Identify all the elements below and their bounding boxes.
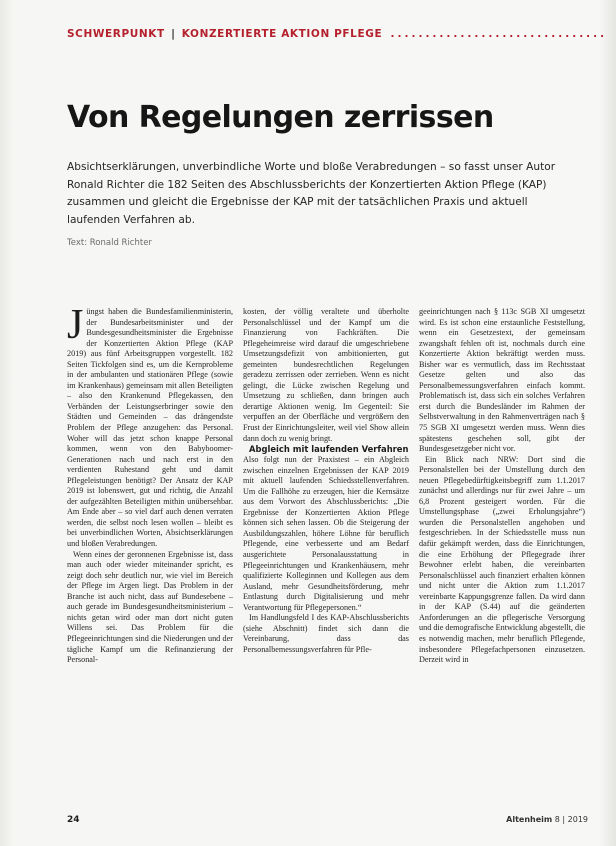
article-byline: Text: Ronald Richter (67, 238, 152, 248)
column-1-paragraph-1 (67, 302, 233, 550)
column-2-paragraph-3: Im Handlungsfeld I des KAP-Abschlussberichts (siehe Abschnitt) findet sich dann die Vereinbarung, dass das Personalbemessungsverfahren für Pfle- (243, 613, 409, 654)
rubric-section: SCHWERPUNKT (67, 28, 165, 40)
rubric-dots: ............................... (390, 28, 607, 40)
column-1-paragraph-2: Wenn eines der geronnenen Ergebnisse ist, dass man auch oder wieder miteinander spricht, es zeigt doch sehr deutlich nur, wie viel im Bereich der Pflege im Argen liegt. Das Problem in der Branche ist auch nicht, dass auf Bundesebene – auch gerade im Bundesgesundheitsministerium – nichts getan wird oder man dort nicht guten Willens sei. Das Problem für die Pflegeeinrichtungen sind die Niederungen und der tägliche Kampf um die Refinanzierung der Personal- (67, 549, 233, 665)
column-3-paragraph-1: geeinrichtungen nach § 113c SGB XI umgesetzt wird. Es ist schon eine erstaunliche Feststellung, wenn ein Gesetzestext, der gemeinsam zwangshaft fehlen oft ist, nochmals durch eine Konzertierte Aktion bekräftigt werden muss. Bisher war es vermutlich, dass im Rechtsstaat Gesetze gelten und also das Personalbemessungsverfahren einfach kommt. Problematisch ist, dass sich ein solches Verfahren erst durch die Bundesländer im Rahmen der Selbstverwaltung in den Rahmenverträgen nach § 75 SGB XI umgesetzt werden muss. Wenn dies spätestens geschehen soll, gibt der Bundesgesetzgeber nicht vor. (419, 307, 585, 454)
text-column-1 (67, 302, 233, 666)
column-1-paragraph-1-text: üngst haben die Bundesfamilienministerin, der Bundesarbeitsminister und der Bundesgesundheitsminister die Ergebnisse der Konzertierten Aktion Pflege (KAP 2019) aus fünf Arbeitsgruppen vorgestellt. 182 Seiten Tickfolgen sind es, um die Kernprobleme in der ambulanten und stationären Pflege (sowie im Krankenhaus) gemeinsam mit allen Beteiligten – also den Krankenund Pflegekassen, den Verbänden der Leistungserbringer sowie den Städten und Gemeinden – das drängendste Problem der Pflege anzugehen: das Personal. Woher will das jetzt schon knappe Personal kommen, wenn von den Babyboomer-Generationen nach und nach erst in den verdienten Ruhestand geht und damit Pflegeleistungen benötigt? Der Ansatz der KAP 2019 ist lobenswert, gut und richtig, die Anzahl der aufgezählten Beteiligten mithin unübersehbar. Am Ende aber – so viel darf auch denen verraten werden, die selbst noch lesen wollen – bleibt es bei unverbindlichen Worten, Absichtserklärungen und bloßen Verabredungen. (67, 307, 233, 549)
column-2-paragraph-2: Also folgt nun der Praxistest – ein Abgleich zwischen einzelnen Ergebnissen der KAP 2019 mit aktuell laufenden Schiedsstellenverfahren. Um die Fallhöhe zu erzeugen, hier die Kernsätze aus dem Vorwort des Abschlussberichts: „Die Ergebnisse der Konzertierten Aktion Pflege können sich sehen lassen. Ob die Steigerung der Ausbildungszahlen, höhere Löhne für beruflich Pflegende, eine verbesserte und am Bedarf ausgerichtete Personalausstattung in Pflegeeinrichtungen und Krankenhäusern, mehr qualifizierte Kolleginnen und Kollegen aus dem Ausland, mehr Gesundheitsförderung, mehr Entlastung durch Digitalisierung und mehr Verantwortung für Pflegepersonen.“ (243, 455, 409, 612)
magazine-footer (506, 815, 588, 824)
column-3-paragraph-2: Ein Blick nach NRW: Dort sind die Personalstellen bei der Umstellung durch den neuen Pflegebedürftigkeitsbegriff zum 1.1.2017 zunächst und allerdings nur für zwei Jahre – um 6,8 Prozent gesteigert worden. Für die Umstellungsphase („zwei Erholungsjahre“) wurden die Personalstellen angehoben und festgeschrieben. In der Schiedsstelle muss nun dafür gekämpft werden, dass die Einrichtungen, die eine Erhöhung der Pflegegrade ihrer Bewohner erlebt haben, die vereinbarten Personalschlüssel auch finanziert erhalten können und nicht unter die Aktion zum 1.1.2017 vereinbarte Kappungsgrenze fallen. Da wird dann in der KAP (S.44) auf die geänderten Anforderungen an die pflegerische Versorgung und die demografische Entwicklung abgestellt, die es notwendig machen, mehr beruflich Pflegende, insbesondere Pflegefachpersonen einzusetzen. Derzeit wird in (419, 454, 585, 665)
text-column-2 (243, 307, 409, 656)
section-rubric (67, 28, 607, 40)
article-headline: Von Regelungen zerrissen (67, 100, 494, 135)
column-2-subheading: Abgleich mit laufenden Verfahren (249, 444, 409, 455)
text-column-3 (419, 307, 585, 666)
rubric-separator: | (171, 28, 176, 40)
drop-cap: J (67, 302, 84, 348)
magazine-name: Altenheim (506, 815, 553, 824)
page-number: 24 (67, 815, 80, 825)
article-lead: Absichtserklärungen, unverbindliche Worte und bloße Verabredungen – so fasst unser Autor Ronald Richter die 182 Seiten des Abschlussberichts der Konzertierten Aktion Pflege (KAP) zusammen und gleicht die Ergebnisse der KAP mit der tatsächlichen Praxis und aktuell laufenden Verfahren ab. (67, 161, 556, 226)
rubric-topic: KONZERTIERTE AKTION PFLEGE (181, 28, 383, 40)
column-2-paragraph-1: kosten, der völlig veraltete und überholte Personalschlüssel und der Kampf um die Finanzierung von Fachkräften. Die Pflegeheimreise wird darauf die umgeschriebene Umsetzungsdefizit von ambitionierten, gut gemeinten bundesrechtlichen Regelungen geradezu zerrissen oder zerrieben. Wenn es nicht gelingt, die Lücke zwischen Regelung und Umsetzung zu schließen, dann bringen auch derartige Aktionen wenig. Im Gegenteil: Sie verpuffen an der Oberfläche und vergrößern den Frust der Einrichtungsleiter, weil viel Show allein dann doch zu wenig bringt. (243, 307, 409, 443)
magazine-issue: 8 | 2019 (554, 815, 588, 824)
